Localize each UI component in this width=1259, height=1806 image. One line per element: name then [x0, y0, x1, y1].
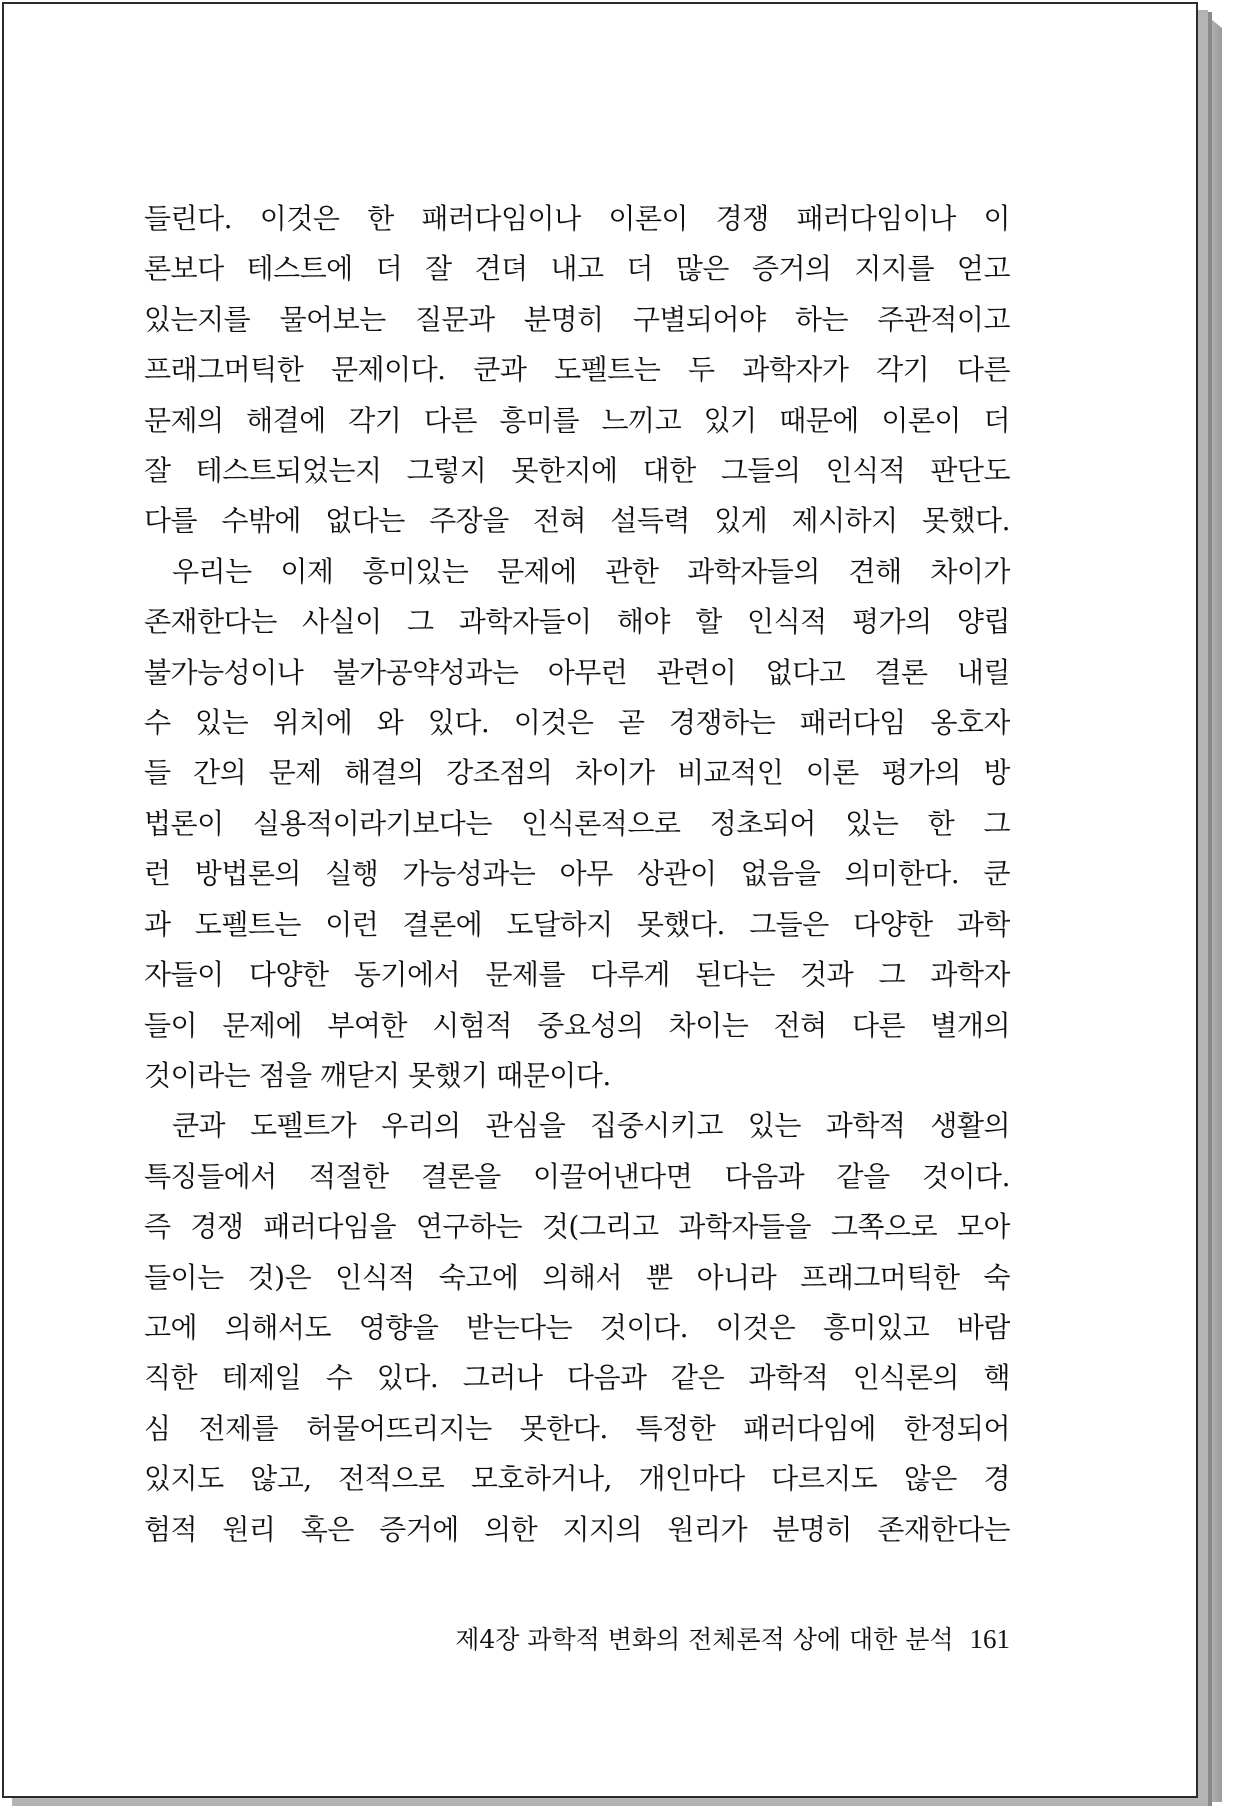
- page-footer: [324, 1620, 1010, 1656]
- text-line: 험적 원리 혹은 증거에 의한 지지의 원리가 분명히 존재한다는: [144, 1512, 1010, 1546]
- text-line: 있는지를 물어보는 질문과 분명히 구별되어야 하는 주관적이고: [144, 302, 1010, 336]
- text-line: 런 방법론의 실행 가능성과는 아무 상관이 없음을 의미한다. 쿤: [144, 857, 1010, 891]
- text-line: 것이라는 점을 깨닫지 못했기 때문이다.: [144, 1058, 611, 1092]
- text-line: 잘 테스트되었는지 그렇지 못한지에 대한 그들의 인식적 판단도: [144, 454, 1010, 488]
- running-head: 제4장 과학적 변화의 전체론적 상에 대한 분석: [455, 1625, 954, 1654]
- text-line: 특징들에서 적절한 결론을 이끌어낸다면 다음과 같을 것이다.: [144, 1159, 1010, 1193]
- text-line-indented: 쿤과 도펠트가 우리의 관심을 집중시키고 있는 과학적 생활의: [172, 1109, 1010, 1143]
- text-line: 문제의 해결에 각기 다른 흥미를 느끼고 있기 때문에 이론이 더: [144, 403, 1010, 437]
- text-line: 즉 경쟁 패러다임을 연구하는 것(그리고 과학자들을 그쪽으로 모아: [144, 1210, 1010, 1244]
- text-line: 있지도 않고, 전적으로 모호하거나, 개인마다 다르지도 않은 경: [144, 1462, 1010, 1496]
- body-text: [144, 194, 1010, 1555]
- book-page: [2, 2, 1198, 1798]
- text-line: 다를 수밖에 없다는 주장을 전혀 설득력 있게 제시하지 못했다.: [144, 504, 1010, 538]
- text-line: 존재한다는 사실이 그 과학자들이 해야 할 인식적 평가의 양립: [144, 605, 1010, 639]
- text-line: 들이 문제에 부여한 시험적 중요성의 차이는 전혀 다른 별개의: [144, 1008, 1010, 1042]
- text-line: 고에 의해서도 영향을 받는다는 것이다. 이것은 흥미있고 바람: [144, 1310, 1010, 1344]
- paragraph-2: [144, 547, 1010, 1101]
- text-line: 불가능성이나 불가공약성과는 아무런 관련이 없다고 결론 내릴: [144, 655, 1010, 689]
- text-line: 들이는 것)은 인식적 숙고에 의해서 뿐 아니라 프래그머틱한 숙: [144, 1260, 1010, 1294]
- text-line: 론보다 테스트에 더 잘 견뎌 내고 더 많은 증거의 지지를 얻고: [144, 252, 1010, 286]
- text-line: 프래그머틱한 문제이다. 쿤과 도펠트는 두 과학자가 각기 다른: [144, 353, 1010, 387]
- text-line: 법론이 실용적이라기보다는 인식론적으로 정초되어 있는 한 그: [144, 806, 1010, 840]
- text-line-indented: 우리는 이제 흥미있는 문제에 관한 과학자들의 견해 차이가: [172, 554, 1010, 588]
- text-line: 과 도펠트는 이런 결론에 도달하지 못했다. 그들은 다양한 과학: [144, 907, 1010, 941]
- page-edge-shadow: [1200, 10, 1222, 1802]
- text-line: 자들이 다양한 동기에서 문제를 다루게 된다는 것과 그 과학자: [144, 958, 1010, 992]
- text-line: 들린다. 이것은 한 패러다임이나 이론이 경쟁 패러다임이나 이: [144, 202, 1010, 235]
- text-line: 직한 테제일 수 있다. 그러나 다음과 같은 과학적 인식론의 핵: [144, 1361, 1010, 1395]
- text-line: 심 전제를 허물어뜨리지는 못한다. 특정한 패러다임에 한정되어: [144, 1411, 1010, 1445]
- paragraph-3: [144, 1101, 1010, 1555]
- text-line: 수 있는 위치에 와 있다. 이것은 곧 경쟁하는 패러다임 옹호자: [144, 706, 1010, 740]
- text-line: 들 간의 문제 해결의 강조점의 차이가 비교적인 이론 평가의 방: [144, 756, 1010, 790]
- page-number: 161: [969, 1624, 1010, 1654]
- paragraph-1: [144, 194, 1010, 547]
